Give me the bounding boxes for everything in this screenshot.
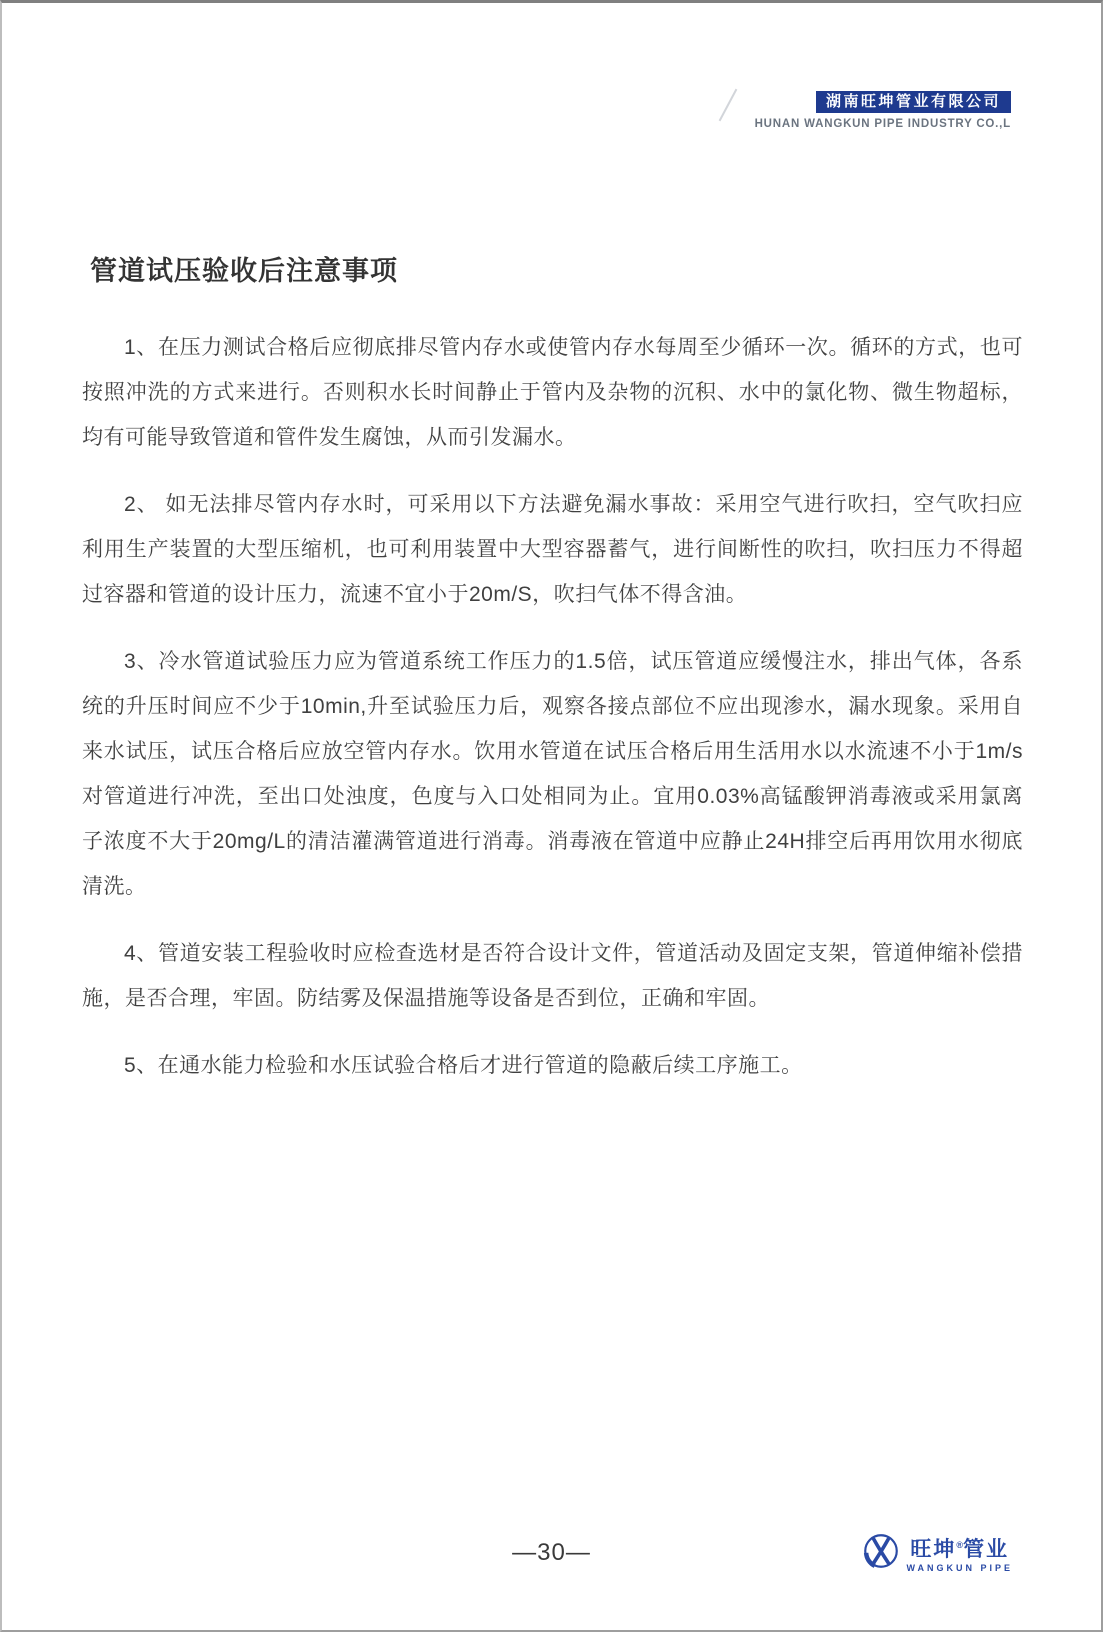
paragraph-5: 5、在通水能力检验和水压试验合格后才进行管道的隐蔽后续工序施工。	[124, 1054, 803, 1077]
wangkun-logo-chinese: 旺坤®管业	[910, 1538, 1010, 1561]
company-name-badge: 湖南旺坤管业有限公司	[816, 91, 1011, 113]
paragraph-4: 4、管道安装工程验收时应检查选材是否符合设计文件，管道活动及固定支架，管道伸缩补偿措施，是否合理，牢固。防结雾及保温措施等设备是否到位，正确和牢固。	[82, 942, 1023, 1010]
paragraph-2: 2、 如无法排尽管内存水时，可采用以下方法避免漏水事故：采用空气进行吹扫，空气吹扫应利用生产装置的大型压缩机，也可利用装置中大型容器蓄气，进行间断性的吹扫，吹扫压力不得超过容器和管道的设计压力，流速不宜小于20m/S，吹扫气体不得含油。	[82, 493, 1023, 606]
header-diagonal-accent	[718, 89, 737, 122]
paragraph-1: 1、在压力测试合格后应彻底排尽管内存水或使管内存水每周至少循环一次。循环的方式，也可按照冲洗的方式来进行。否则积水长时间静止于管内及杂物的沉积、水中的氯化物、微生物超标，均有可能导致管道和管件发生腐蚀，从而引发漏水。	[82, 336, 1023, 449]
paragraph-3: 3、冷水管道试验压力应为管道系统工作压力的1.5倍，试压管道应缓慢注水，排出气体，各系统的升压时间应不少于10min,升至试验压力后，观察各接点部位不应出现渗水，漏水现象。采用自来水试压，试压合格后应放空管内存水。饮用水管道在试压合格后用生活用水以水流速不小于1m/s对管道进行冲洗，至出口处浊度，色度与入口处相同为止。宜用0.03%高锰酸钾消毒液或采用氯离子浓度不大于20mg/L的清洁灌满管道进行消毒。消毒液在管道中应静止24H排空后再用饮用水彻底清洗。	[82, 650, 1023, 898]
page-title: 管道试压验收后注意事项	[90, 256, 398, 286]
page-number: —30—	[512, 1539, 591, 1566]
wangkun-logo-text	[906, 1534, 1013, 1573]
wangkun-logo-english: WANGKUN PIPE	[906, 1563, 1013, 1573]
page-header	[755, 91, 1011, 130]
company-name-english: HUNAN WANGKUN PIPE INDUSTRY CO.,L	[754, 118, 1011, 130]
registered-trademark-icon: ®	[956, 1540, 964, 1550]
document-body	[82, 325, 1023, 1110]
wangkun-logo	[863, 1533, 1013, 1574]
wangkun-logo-emblem-icon	[863, 1533, 899, 1574]
